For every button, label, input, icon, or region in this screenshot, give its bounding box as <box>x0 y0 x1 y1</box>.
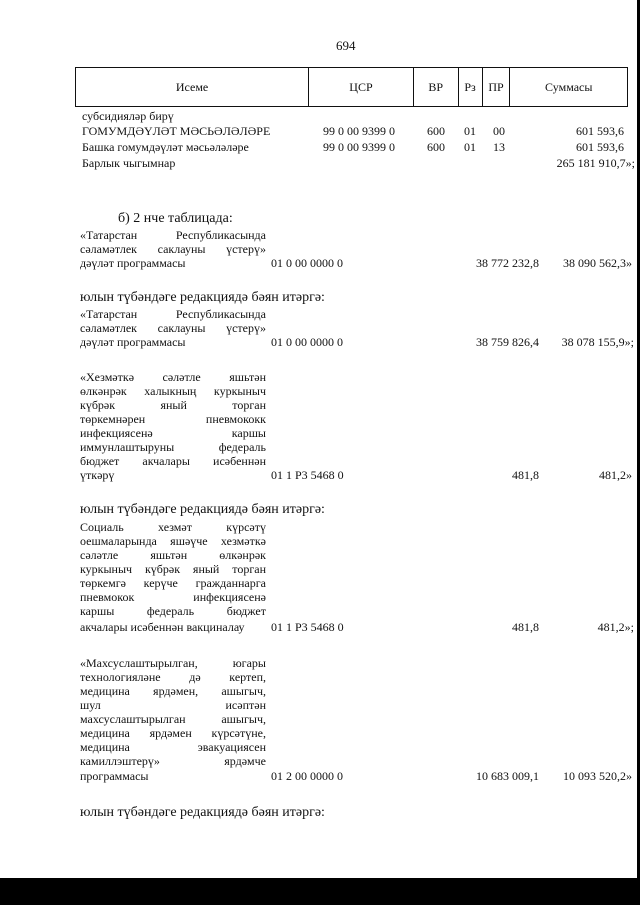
block5-line5: махсуслаштырылган ашыгыч, <box>80 712 266 726</box>
block4-csr: 01 1 Р3 5468 0 <box>271 620 344 634</box>
row-general-vr: 600 <box>427 124 445 138</box>
block3-csr: 01 1 Р3 5468 0 <box>271 468 344 482</box>
header-rz: Рз <box>459 68 483 106</box>
block3-line4: төркемнәрен пневмококк <box>80 412 266 426</box>
block3-sum1: 481,8 <box>512 468 539 482</box>
block3-line7: бюджет акчалары исәбеннән <box>80 454 266 468</box>
header-vr: ВР <box>414 68 459 106</box>
block3-line5: инфекциясенә каршы <box>80 426 266 440</box>
row-general-sum: 601 593,6 <box>576 124 624 138</box>
row-other-pr: 13 <box>493 140 505 154</box>
block4-line6: пневмокок инфекциясенә <box>80 590 266 604</box>
page-number: 694 <box>336 38 356 53</box>
block4-line4: куркыныч күбрәк яный торган <box>80 562 266 576</box>
scan-edge-bottom <box>0 878 640 905</box>
block5-line3: медицина ярдәмен, ашыгыч, <box>80 684 266 698</box>
row-total-sum: 265 181 910,7»; <box>556 156 635 170</box>
block5-sum1: 10 683 009,1 <box>476 769 539 783</box>
block1-sum1: 38 772 232,8 <box>476 256 539 270</box>
block4-sum2: 481,2»; <box>597 620 634 634</box>
block2-line1: «Татарстан Республикасында <box>80 307 266 321</box>
block5-line6: медицина ярдәмен күрсәтүне, <box>80 726 266 740</box>
block4-line2: оешмаларында яшәүче хезмәткә <box>80 534 266 548</box>
block4-line1: Социаль хезмәт күрсәтү <box>80 520 266 534</box>
block3-line8: үткәрү <box>80 468 115 482</box>
block4-line7: каршы федераль бюджет <box>80 604 266 618</box>
row-general-pr: 00 <box>493 124 505 138</box>
block5-line4: шул исәптән <box>80 698 266 712</box>
header-csr: ЦСР <box>309 68 414 106</box>
block2-line2: сәламәтлек саклауны үстерү» <box>80 321 266 335</box>
row-general-csr: 99 0 00 9399 0 <box>323 124 395 138</box>
header-sum: Суммасы <box>545 79 593 94</box>
block2-sum2: 38 078 155,9»; <box>561 335 634 349</box>
block4-sum1: 481,8 <box>512 620 539 634</box>
table-header <box>75 67 628 107</box>
block4-line8: акчалары исәбеннән вакциналау <box>80 620 245 634</box>
block5-line8: камиллэштерү» ярдәмче <box>80 754 266 768</box>
block3-sum2: 481,2» <box>599 468 632 482</box>
row-other-vr: 600 <box>427 140 445 154</box>
block1-sum2: 38 090 562,3» <box>563 256 632 270</box>
row-other-rz: 01 <box>464 140 476 154</box>
block3-line6: иммунлаштыруны федераль <box>80 440 266 454</box>
header-name: Исеме <box>76 68 309 106</box>
block4-line3: сәләтле яшьтән өлкәнрәк <box>80 548 266 562</box>
header-pr: ПР <box>483 68 511 106</box>
block5-line1: «Махсуслаштырылган, югары <box>80 656 266 670</box>
block3-line3: күбрәк яный торган <box>80 398 266 412</box>
row-general-name: ГОМУМДӘҮЛӘТ МӘСЬӘЛӘЛӘРЕ <box>82 124 271 138</box>
row-total-name: Барлык чыгымнар <box>82 156 176 170</box>
row-general-rz: 01 <box>464 124 476 138</box>
row-other-csr: 99 0 00 9399 0 <box>323 140 395 154</box>
block1-csr: 01 0 00 0000 0 <box>271 256 343 270</box>
block4-line5: төркемгә керүче гражданнарга <box>80 576 266 590</box>
redaction-line-2: юлын түбәндәге редакциядә бәян итәргә: <box>80 502 325 517</box>
block5-line7: медицина эвакуациясен <box>80 740 266 754</box>
row-subsidy-name: субсидияләр бирү <box>82 109 174 123</box>
row-other-name: Башка гомумдәүләт мәсьәләләре <box>82 140 249 154</box>
block3-line2: өлкәнрәк халыкның куркыныч <box>80 384 266 398</box>
block2-csr: 01 0 00 0000 0 <box>271 335 343 349</box>
block1-line1: «Татарстан Республикасында <box>80 228 266 242</box>
block3-line1: «Хезмәткә сәләтле яшьтән <box>80 370 266 384</box>
block2-line3: дәүләт программасы <box>80 335 186 349</box>
block5-csr: 01 2 00 0000 0 <box>271 769 343 783</box>
section-b-heading: б) 2 нче таблицада: <box>118 211 233 226</box>
block5-sum2: 10 093 520,2» <box>563 769 632 783</box>
row-other-sum: 601 593,6 <box>576 140 624 154</box>
block5-line2: технологияләне дә кертеп, <box>80 670 266 684</box>
redaction-line-3: юлын түбәндәге редакциядә бәян итәргә: <box>80 805 325 820</box>
block1-line3: дәүләт программасы <box>80 256 186 270</box>
block2-sum1: 38 759 826,4 <box>476 335 539 349</box>
block5-line9: программасы <box>80 769 149 783</box>
redaction-line-1: юлын түбәндәге редакциядә бәян итәргә: <box>80 290 325 305</box>
block1-line2: сәламәтлек саклауны үстерү» <box>80 242 266 256</box>
